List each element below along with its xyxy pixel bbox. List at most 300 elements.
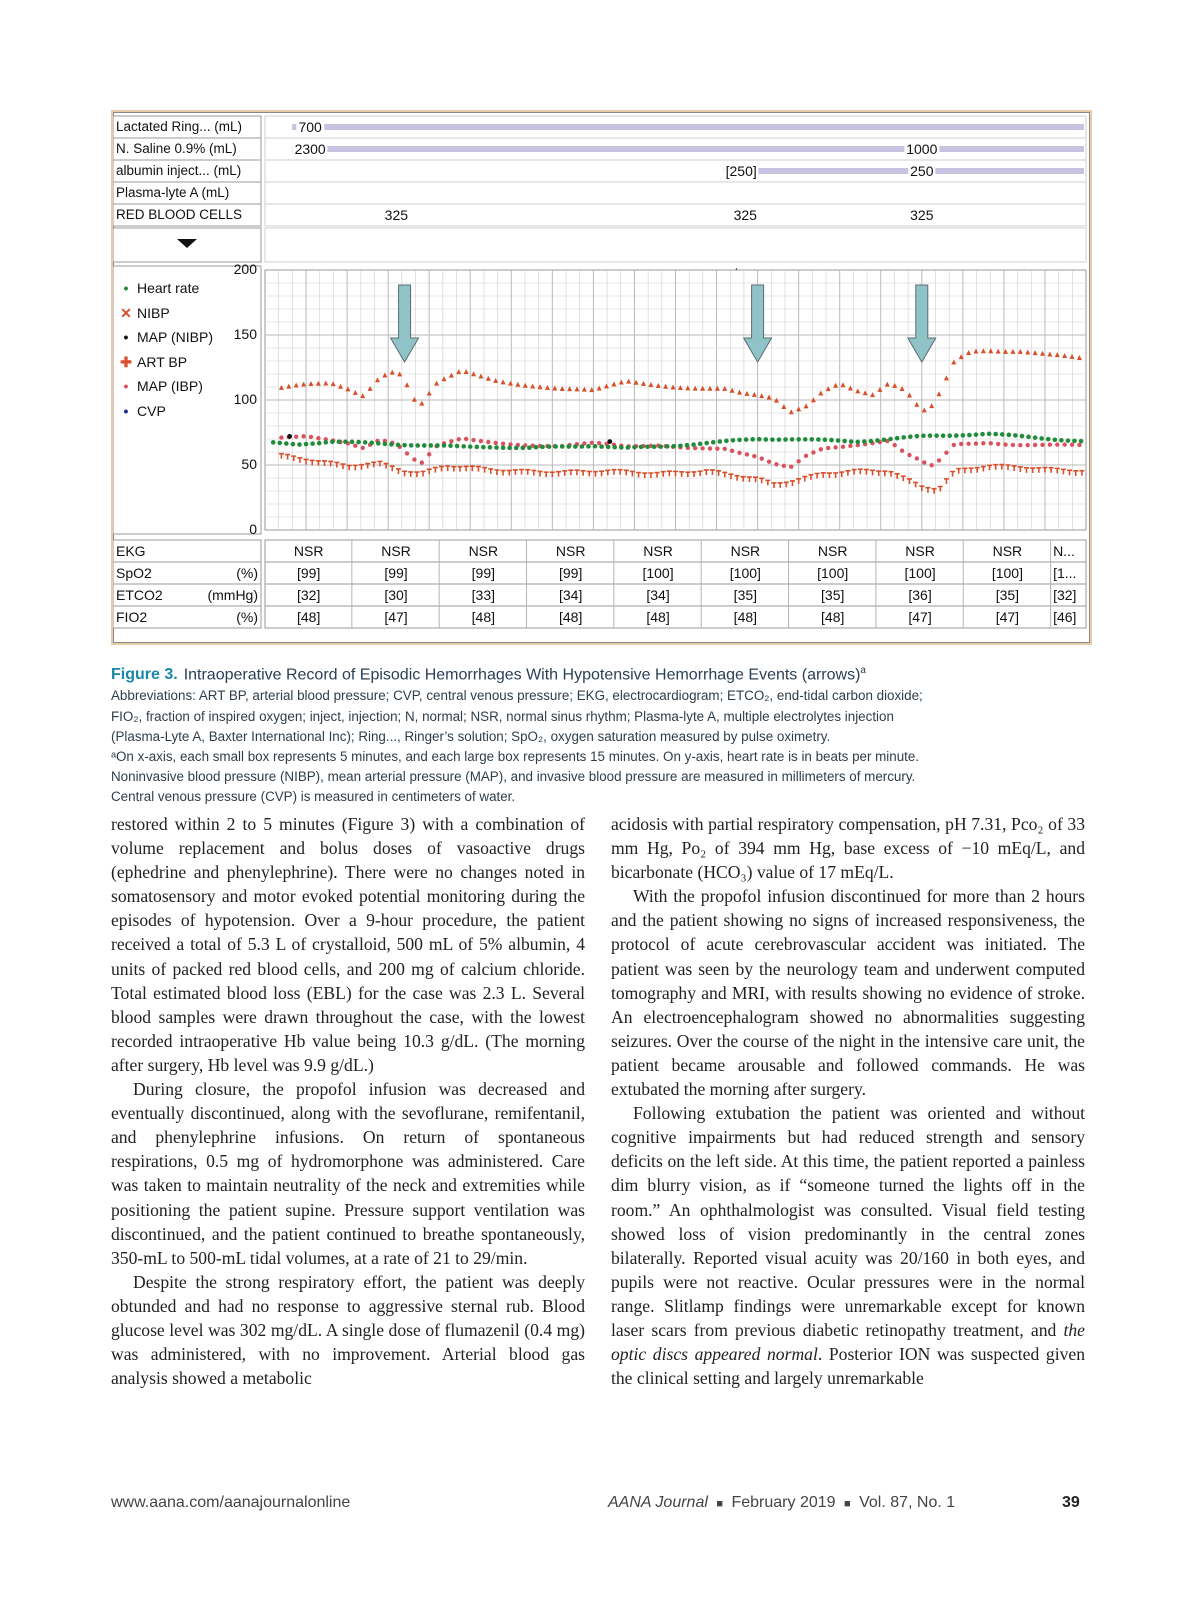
paragraph: With the propofol infusion discontinued for more than 2 hours and the patient showing no signs of increased responsiveness, the protocol of acute cerebrovascular accident was initiated. The patient was seen by the neurology team and underwent computed tomography and MRI, with results showing no evidence of stroke. An electroencephalogram showed no abnormalities suggesting seizures. Over the course of the night in the intensive care unit, the patient became arousable and followed commands. He was extubated the morning after surgery. bbox=[611, 886, 1085, 1100]
legend-marker-icon: • bbox=[123, 402, 129, 419]
heart-rate-marker bbox=[566, 444, 571, 449]
heart-rate-marker bbox=[829, 438, 834, 443]
vitals-value: [100] bbox=[991, 565, 1023, 581]
legend-marker-icon: ✚ bbox=[120, 353, 132, 370]
caption-title-sup: a bbox=[860, 665, 866, 676]
legend-marker-icon: • bbox=[123, 378, 129, 394]
vitals-unit: (mmHg) bbox=[207, 587, 258, 603]
heart-rate-marker bbox=[363, 440, 368, 445]
vitals-value: NSR bbox=[905, 543, 935, 559]
map-ibp-marker bbox=[811, 450, 815, 454]
heart-rate-marker bbox=[547, 444, 552, 449]
heart-rate-marker bbox=[698, 442, 703, 447]
legend-marker-icon: • bbox=[123, 280, 129, 296]
heart-rate-marker bbox=[685, 443, 690, 448]
footer-separator: ■ bbox=[843, 1498, 851, 1510]
vitals-value: [34] bbox=[559, 587, 583, 603]
map-ibp-marker bbox=[353, 444, 357, 448]
vitals-value: [34] bbox=[646, 587, 670, 603]
heart-rate-marker bbox=[310, 441, 315, 446]
heart-rate-marker bbox=[691, 442, 696, 447]
fluid-label: albumin inject... (mL) bbox=[116, 163, 242, 178]
map-ibp-marker bbox=[316, 436, 320, 440]
heart-rate-marker bbox=[724, 439, 729, 444]
map-ibp-marker bbox=[966, 442, 970, 446]
vitals-unit: (%) bbox=[236, 565, 258, 581]
vitals-value: [100] bbox=[904, 565, 936, 581]
heart-rate-marker bbox=[369, 441, 374, 446]
heart-rate-marker bbox=[796, 437, 801, 442]
heart-rate-marker bbox=[1033, 435, 1038, 440]
map-ibp-marker bbox=[708, 446, 712, 450]
heart-rate-marker bbox=[875, 438, 880, 443]
heart-rate-marker bbox=[271, 440, 276, 445]
heart-rate-marker bbox=[947, 433, 952, 438]
vitals-value: NSR bbox=[381, 543, 411, 559]
heart-rate-marker bbox=[297, 442, 302, 447]
heart-rate-marker bbox=[757, 437, 762, 442]
map-ibp-marker bbox=[486, 440, 490, 444]
map-ibp-marker bbox=[826, 446, 830, 450]
paragraph bbox=[611, 1101, 1085, 1390]
map-ibp-marker bbox=[471, 438, 475, 442]
heart-rate-marker bbox=[816, 437, 821, 442]
map-ibp-marker bbox=[915, 456, 919, 460]
vitals-value: NSR bbox=[555, 543, 586, 559]
vitals-value: NSR bbox=[992, 543, 1023, 559]
map-ibp-marker bbox=[789, 464, 793, 468]
figure-3 bbox=[111, 110, 1092, 645]
legend-label: MAP (IBP) bbox=[137, 378, 203, 394]
legend-label: Heart rate bbox=[137, 280, 200, 296]
heart-rate-marker bbox=[475, 445, 480, 450]
heart-rate-marker bbox=[402, 443, 407, 448]
heart-rate-marker bbox=[632, 445, 637, 450]
heart-rate-marker bbox=[626, 445, 631, 450]
heart-rate-marker bbox=[809, 437, 814, 442]
heart-rate-marker bbox=[770, 437, 775, 442]
heart-rate-marker bbox=[435, 443, 440, 448]
paragraph-text: . Posterior ION was suspected given the clinical setting and largely unremarkable bbox=[611, 1344, 1085, 1389]
vitals-value: [48] bbox=[471, 609, 496, 625]
map-ibp-marker bbox=[900, 448, 904, 452]
footer-journal: AANA Journal bbox=[608, 1494, 708, 1511]
fluid-value: 250 bbox=[910, 163, 934, 179]
footer-volume: Vol. 87, No. 1 bbox=[859, 1494, 956, 1511]
caption-line: Central venous pressure (CVP) is measured in centimeters of water. bbox=[111, 789, 516, 805]
vitals-value: [48] bbox=[559, 609, 583, 625]
map-ibp-marker bbox=[737, 451, 741, 455]
infusion-bar bbox=[292, 124, 1084, 130]
vitals-value: [35] bbox=[995, 587, 1020, 603]
page-number: 39 bbox=[1062, 1494, 1080, 1511]
heart-rate-marker bbox=[1066, 438, 1071, 443]
heart-rate-marker bbox=[442, 443, 447, 448]
heart-rate-marker bbox=[869, 439, 874, 444]
heart-rate-marker bbox=[606, 445, 611, 450]
heart-rate-marker bbox=[540, 445, 545, 450]
heart-rate-marker bbox=[711, 440, 716, 445]
heart-rate-marker bbox=[1079, 439, 1084, 444]
legend-item bbox=[119, 378, 203, 394]
map-ibp-marker bbox=[301, 434, 305, 438]
heart-rate-marker bbox=[855, 440, 860, 445]
legend-item bbox=[119, 329, 213, 345]
heart-rate-marker bbox=[1072, 439, 1077, 444]
vitals-value: [48] bbox=[296, 609, 321, 625]
infusion-bar bbox=[292, 146, 1084, 152]
heart-rate-marker bbox=[954, 433, 959, 438]
heart-rate-marker bbox=[928, 433, 933, 438]
heart-rate-marker bbox=[744, 437, 749, 442]
map-ibp-marker bbox=[723, 447, 727, 451]
fluid-value: 325 bbox=[384, 207, 409, 223]
heart-rate-marker bbox=[304, 442, 309, 447]
caption-title bbox=[111, 660, 1101, 686]
heart-rate-marker bbox=[1020, 434, 1025, 439]
vitals-value: [47] bbox=[384, 609, 408, 625]
map-ibp-marker bbox=[1062, 442, 1066, 446]
map-ibp-marker bbox=[944, 450, 948, 454]
heart-rate-marker bbox=[993, 432, 998, 437]
vitals-value: N... bbox=[1053, 543, 1075, 559]
map-ibp-marker bbox=[457, 437, 461, 441]
heart-rate-marker bbox=[468, 444, 473, 449]
map-ibp-marker bbox=[427, 452, 431, 456]
map-ibp-marker bbox=[730, 449, 734, 453]
heart-rate-marker bbox=[553, 444, 558, 449]
heart-rate-marker bbox=[481, 445, 486, 450]
map-ibp-marker bbox=[1026, 443, 1030, 447]
map-ibp-marker bbox=[989, 441, 993, 445]
map-ibp-marker bbox=[745, 452, 749, 456]
heart-rate-marker bbox=[396, 443, 401, 448]
caption-line: FIO₂, fraction of inspired oxygen; inject, injection; N, normal; NSR, normal sinus rhythm; Plasma-lyte A, multiple electrolytes injection bbox=[111, 708, 894, 724]
vitals-value: [99] bbox=[384, 565, 408, 581]
y-tick-label: 150 bbox=[233, 326, 257, 342]
footer-separator: ■ bbox=[716, 1498, 724, 1510]
heart-rate-marker bbox=[599, 444, 604, 449]
map-ibp-marker bbox=[420, 460, 424, 464]
legend-marker-icon: • bbox=[123, 329, 129, 345]
heart-rate-marker bbox=[284, 441, 289, 446]
heart-rate-marker bbox=[291, 442, 296, 447]
vitals-value: [35] bbox=[821, 587, 845, 603]
legend-label: MAP (NIBP) bbox=[137, 329, 213, 345]
fluid-value: [250] bbox=[725, 163, 757, 179]
heart-rate-marker bbox=[573, 444, 578, 449]
map-ibp-marker bbox=[929, 463, 933, 467]
map-ibp-marker bbox=[907, 453, 911, 457]
heart-rate-marker bbox=[704, 441, 709, 446]
map-ibp-marker bbox=[767, 460, 771, 464]
paragraph: restored within 2 to 5 minutes (Figure 3) with a combination of volume replacement and bolus doses of vasoactive drugs (ephedrine and phenylephrine). There were no changes noted in somatosensory and motor evoked potential monitoring during the episodes of hypotension. Over a 9-hour procedure, the patient received a total of 5.3 L of crystalloid, 500 mL of 5% albumin, 4 units of packed red blood cells, and 200 mg of calcium chloride. Total estimated blood loss (EBL) for the case was 2.3 L. Several blood samples were drawn throughout the case, with the lowest recorded intraoperative Hb value being 10.3 g/dL. (The morning after surgery, Hb level was 9.9 g/dL.) bbox=[111, 814, 585, 1075]
y-tick-label: 100 bbox=[233, 391, 257, 407]
vitals-value: [100] bbox=[729, 565, 761, 581]
heart-rate-marker bbox=[1046, 437, 1051, 442]
legend-item bbox=[119, 280, 199, 296]
heart-rate-marker bbox=[961, 433, 966, 438]
vitals-value: [32] bbox=[1053, 587, 1077, 603]
vitals-value: [35] bbox=[733, 587, 758, 603]
map-ibp-marker bbox=[501, 442, 505, 446]
map-ibp-marker bbox=[1018, 443, 1022, 447]
heart-rate-marker bbox=[934, 433, 939, 438]
heart-rate-marker bbox=[520, 446, 525, 451]
body-column-right bbox=[611, 812, 1085, 1390]
map-ibp-marker bbox=[479, 439, 483, 443]
heart-rate-marker bbox=[777, 437, 782, 442]
fluid-value: 1000 bbox=[906, 141, 938, 157]
heart-rate-marker bbox=[488, 445, 493, 450]
vitals-value: NSR bbox=[643, 543, 673, 559]
heart-rate-marker bbox=[383, 442, 388, 447]
heart-rate-marker bbox=[731, 438, 736, 443]
vitals-value: [99] bbox=[296, 565, 321, 581]
heart-rate-marker bbox=[888, 437, 893, 442]
fluid-value: 325 bbox=[910, 207, 934, 223]
heart-rate-marker bbox=[836, 438, 841, 443]
map-ibp-marker bbox=[774, 462, 778, 466]
heart-rate-marker bbox=[908, 434, 913, 439]
map-ibp-marker bbox=[937, 458, 941, 462]
paragraph: acidosis with partial respiratory compensation, pH 7.31, Pco₂ of 33 mm Hg, Po₂ of 394 mm Hg, base excess of −10 mEq/L, and bicarbonate (HCO₃) value of 17 mEq/L. bbox=[611, 814, 1085, 883]
heart-rate-marker bbox=[750, 437, 755, 442]
vitals-value: [32] bbox=[296, 587, 321, 603]
y-tick-label: 200 bbox=[233, 261, 257, 277]
vitals-value: [48] bbox=[646, 609, 670, 625]
heart-rate-marker bbox=[619, 445, 624, 450]
vitals-value: [100] bbox=[642, 565, 674, 581]
italic-phrase: the optic discs appeared normal bbox=[611, 1319, 1085, 1365]
heart-rate-marker bbox=[941, 433, 946, 438]
heart-rate-marker bbox=[915, 434, 920, 439]
map-ibp-marker bbox=[1003, 442, 1007, 446]
fluid-label: Lactated Ring... (mL) bbox=[116, 119, 243, 134]
map-ibp-marker bbox=[848, 444, 852, 448]
heart-rate-marker bbox=[1007, 433, 1012, 438]
map-ibp-marker bbox=[449, 439, 453, 443]
heart-rate-marker bbox=[652, 444, 657, 449]
fluid-label: RED BLOOD CELLS bbox=[116, 207, 243, 222]
fluid-label: N. Saline 0.9% (mL) bbox=[116, 141, 237, 156]
map-ibp-marker bbox=[1070, 443, 1074, 447]
vitals-value: [47] bbox=[995, 609, 1020, 625]
heart-rate-marker bbox=[882, 437, 887, 442]
map-ibp-marker bbox=[279, 435, 283, 439]
heart-rate-marker bbox=[527, 445, 532, 450]
map-ibp-marker bbox=[796, 459, 800, 463]
vitals-value: NSR bbox=[817, 543, 848, 559]
heart-rate-marker bbox=[790, 437, 795, 442]
map-nibp-marker bbox=[287, 434, 292, 439]
footer-url[interactable]: www.aana.com/aanajournalonline bbox=[111, 1494, 351, 1511]
heart-rate-marker bbox=[429, 443, 434, 448]
heart-rate-marker bbox=[507, 446, 512, 451]
map-nibp-marker bbox=[607, 439, 612, 444]
vitals-value: [100] bbox=[817, 565, 849, 581]
map-ibp-marker bbox=[464, 437, 468, 441]
heart-rate-marker bbox=[501, 445, 506, 450]
vitals-value: [48] bbox=[733, 609, 758, 625]
heart-rate-marker bbox=[461, 444, 466, 449]
caption-line: (Plasma-Lyte A, Baxter International Inc); Ring..., Ringer’s solution; SpO₂, oxygen saturation measured by pulse oximetry. bbox=[111, 728, 831, 744]
heart-rate-marker bbox=[849, 439, 854, 444]
map-ibp-marker bbox=[782, 464, 786, 468]
heart-rate-marker bbox=[350, 440, 355, 445]
map-ibp-marker bbox=[1055, 442, 1059, 446]
map-ibp-marker bbox=[959, 442, 963, 446]
vitals-value: [33] bbox=[471, 587, 496, 603]
heart-rate-marker bbox=[718, 439, 723, 444]
map-ibp-marker bbox=[405, 451, 409, 455]
vitals-unit: (%) bbox=[236, 609, 258, 625]
caption-line: Noninvasive blood pressure (NIBP), mean arterial pressure (MAP), and invasive blood pressure are measured in millimeters of mercury. bbox=[111, 769, 916, 785]
heart-rate-marker bbox=[803, 437, 808, 442]
heart-rate-marker bbox=[1026, 435, 1031, 440]
y-tick-label: 0 bbox=[249, 521, 257, 537]
map-ibp-marker bbox=[590, 441, 594, 445]
vitals-value: [46] bbox=[1053, 609, 1077, 625]
heart-rate-marker bbox=[422, 443, 427, 448]
body-column-left bbox=[111, 812, 585, 1390]
legend-item bbox=[119, 403, 166, 419]
map-ibp-marker bbox=[804, 454, 808, 458]
heart-rate-marker bbox=[783, 437, 788, 442]
heart-rate-marker bbox=[356, 440, 361, 445]
heart-rate-marker bbox=[645, 444, 650, 449]
heart-rate-marker bbox=[415, 443, 420, 448]
heart-rate-marker bbox=[1053, 437, 1058, 442]
heart-rate-marker bbox=[678, 443, 683, 448]
vitals-value: [1... bbox=[1053, 565, 1077, 581]
heart-rate-marker bbox=[1039, 436, 1044, 441]
vitals-value: NSR bbox=[468, 543, 499, 559]
vitals-value: NSR bbox=[293, 543, 324, 559]
heart-rate-marker bbox=[330, 439, 335, 444]
legend-label: NIBP bbox=[137, 304, 170, 321]
map-ibp-marker bbox=[893, 443, 897, 447]
heart-rate-marker bbox=[764, 437, 769, 442]
paragraph: Despite the strong respiratory effort, the patient was deeply obtunded and had no response to aggressive sternal rub. Blood glucose level was 302 mg/dL. A single dose of flumazenil (0.4 mg) was administered, with no improvement. Arterial blood gas analysis showed a metabolic bbox=[111, 1271, 585, 1389]
paragraph-text: Following extubation the patient was oriented and without cognitive impairments but had reduced strength and sensory deficits on the left side. At this time, the patient reported a painless dim blurry vision, as if “someone turned the lights off in the room.” An ophthalmologist was consulted. Visual field testing showed loss of vision predominantly in the central zones bilaterally. Reported visual acuity was 20/160 in both eyes, and pupils were not reactive. Ocular pressures were in the normal range. Slitlamp findings were unremarkable except for known laser scars from previous diabetic retinopathy treatment, and bbox=[611, 1103, 1085, 1340]
map-ibp-marker bbox=[1033, 443, 1037, 447]
vitals-value: [99] bbox=[471, 565, 496, 581]
legend-marker-icon: ✕ bbox=[120, 304, 132, 321]
legend-item bbox=[119, 354, 187, 371]
y-tick-label: 50 bbox=[241, 456, 257, 472]
map-ibp-marker bbox=[841, 445, 845, 449]
heart-rate-marker bbox=[823, 437, 828, 442]
heart-rate-marker bbox=[1059, 438, 1064, 443]
heart-rate-marker bbox=[389, 442, 394, 447]
map-ibp-marker bbox=[1011, 443, 1015, 447]
vitals-value: NSR bbox=[730, 543, 761, 559]
vitals-value: [30] bbox=[384, 587, 408, 603]
caption-line: ᵃOn x-axis, each small box represents 5 minutes, and each large box represents 15 minutes. On y-axis, heart rate is in beats per minute. bbox=[111, 748, 920, 764]
heart-rate-marker bbox=[921, 433, 926, 438]
legend-label: CVP bbox=[137, 402, 166, 419]
heart-rate-marker bbox=[376, 441, 381, 446]
map-ibp-marker bbox=[752, 454, 756, 458]
map-ibp-marker bbox=[494, 441, 498, 445]
map-ibp-marker bbox=[922, 460, 926, 464]
footer-journal-info bbox=[608, 1494, 955, 1512]
map-ibp-marker bbox=[412, 457, 416, 461]
heart-rate-marker bbox=[639, 445, 644, 450]
heart-rate-marker bbox=[862, 439, 867, 444]
vitals-value: [99] bbox=[559, 565, 583, 581]
heart-rate-marker bbox=[337, 439, 342, 444]
figure-chart-svg bbox=[113, 112, 1090, 643]
map-ibp-marker bbox=[833, 445, 837, 449]
heart-rate-marker bbox=[1013, 433, 1018, 438]
fluid-label: Plasma-lyte A (mL) bbox=[116, 185, 230, 200]
heart-rate-marker bbox=[494, 445, 499, 450]
heart-rate-marker bbox=[455, 444, 460, 449]
legend-label: ART BP bbox=[137, 353, 188, 370]
vitals-value: [48] bbox=[821, 609, 845, 625]
event-track bbox=[265, 228, 1086, 262]
legend-item bbox=[119, 305, 170, 322]
heart-rate-marker bbox=[1000, 432, 1005, 437]
heart-rate-marker bbox=[895, 436, 900, 441]
caption-label: Figure 3. bbox=[111, 666, 178, 684]
heart-rate-marker bbox=[323, 440, 328, 445]
fluid-value: 700 bbox=[298, 119, 322, 135]
map-ibp-marker bbox=[996, 442, 1000, 446]
heart-rate-marker bbox=[534, 445, 539, 450]
heart-rate-marker bbox=[672, 444, 677, 449]
caption-line: Abbreviations: ART BP, arterial blood pressure; CVP, central venous pressure; EKG, electrocardiogram; ETCO₂, end-tidal carbon dioxide; bbox=[111, 688, 923, 704]
map-ibp-marker bbox=[294, 434, 298, 438]
map-ibp-marker bbox=[700, 446, 704, 450]
vitals-value: [47] bbox=[908, 609, 932, 625]
heart-rate-marker bbox=[277, 441, 282, 446]
figure-caption bbox=[111, 660, 1101, 808]
footer-date: February 2019 bbox=[731, 1494, 836, 1511]
map-ibp-marker bbox=[760, 456, 764, 460]
heart-rate-marker bbox=[593, 444, 598, 449]
heart-rate-marker bbox=[586, 444, 591, 449]
vitals-label: EKG bbox=[116, 543, 146, 559]
heart-rate-marker bbox=[665, 444, 670, 449]
vitals-label: ETCO2 bbox=[116, 587, 163, 603]
vitals-value: [36] bbox=[908, 587, 932, 603]
map-ibp-marker bbox=[309, 435, 313, 439]
map-ibp-marker bbox=[819, 447, 823, 451]
heart-rate-marker bbox=[987, 432, 992, 437]
map-ibp-marker bbox=[360, 446, 364, 450]
heart-rate-marker bbox=[980, 432, 985, 437]
vitals-label: SpO2 bbox=[116, 565, 152, 581]
map-ibp-marker bbox=[1048, 442, 1052, 446]
caption-title-text: Intraoperative Record of Episodic Hemorrhages With Hypotensive Hemorrhage Events (arrows) bbox=[183, 666, 861, 684]
infusion-bar bbox=[723, 168, 1084, 174]
fluid-track bbox=[265, 182, 1086, 204]
map-ibp-marker bbox=[974, 441, 978, 445]
heart-rate-marker bbox=[658, 444, 663, 449]
heart-rate-marker bbox=[974, 432, 979, 437]
fluid-value: 325 bbox=[733, 207, 757, 223]
heart-rate-marker bbox=[409, 443, 414, 448]
heart-rate-marker bbox=[317, 441, 322, 446]
heart-rate-marker bbox=[343, 439, 348, 444]
vitals-label: FIO2 bbox=[116, 609, 148, 625]
fluid-value: 2300 bbox=[294, 141, 326, 157]
map-ibp-marker bbox=[1040, 443, 1044, 447]
paragraph: During closure, the propofol infusion was decreased and eventually discontinued, along with the sevoflurane, remifentanil, and phenylephrine infusions. On return of spontaneous respirations, 0.5 mg of hydromorphone was administered. Care was taken to maintain neutrality of the neck and extremities while positioning the patient supine. Pressure support ventilation was discontinued, and the patient continued to breathe spontaneously, 350-mL to 500-mL tidal volumes, at a rate of 21 to 29/min. bbox=[111, 1079, 585, 1268]
